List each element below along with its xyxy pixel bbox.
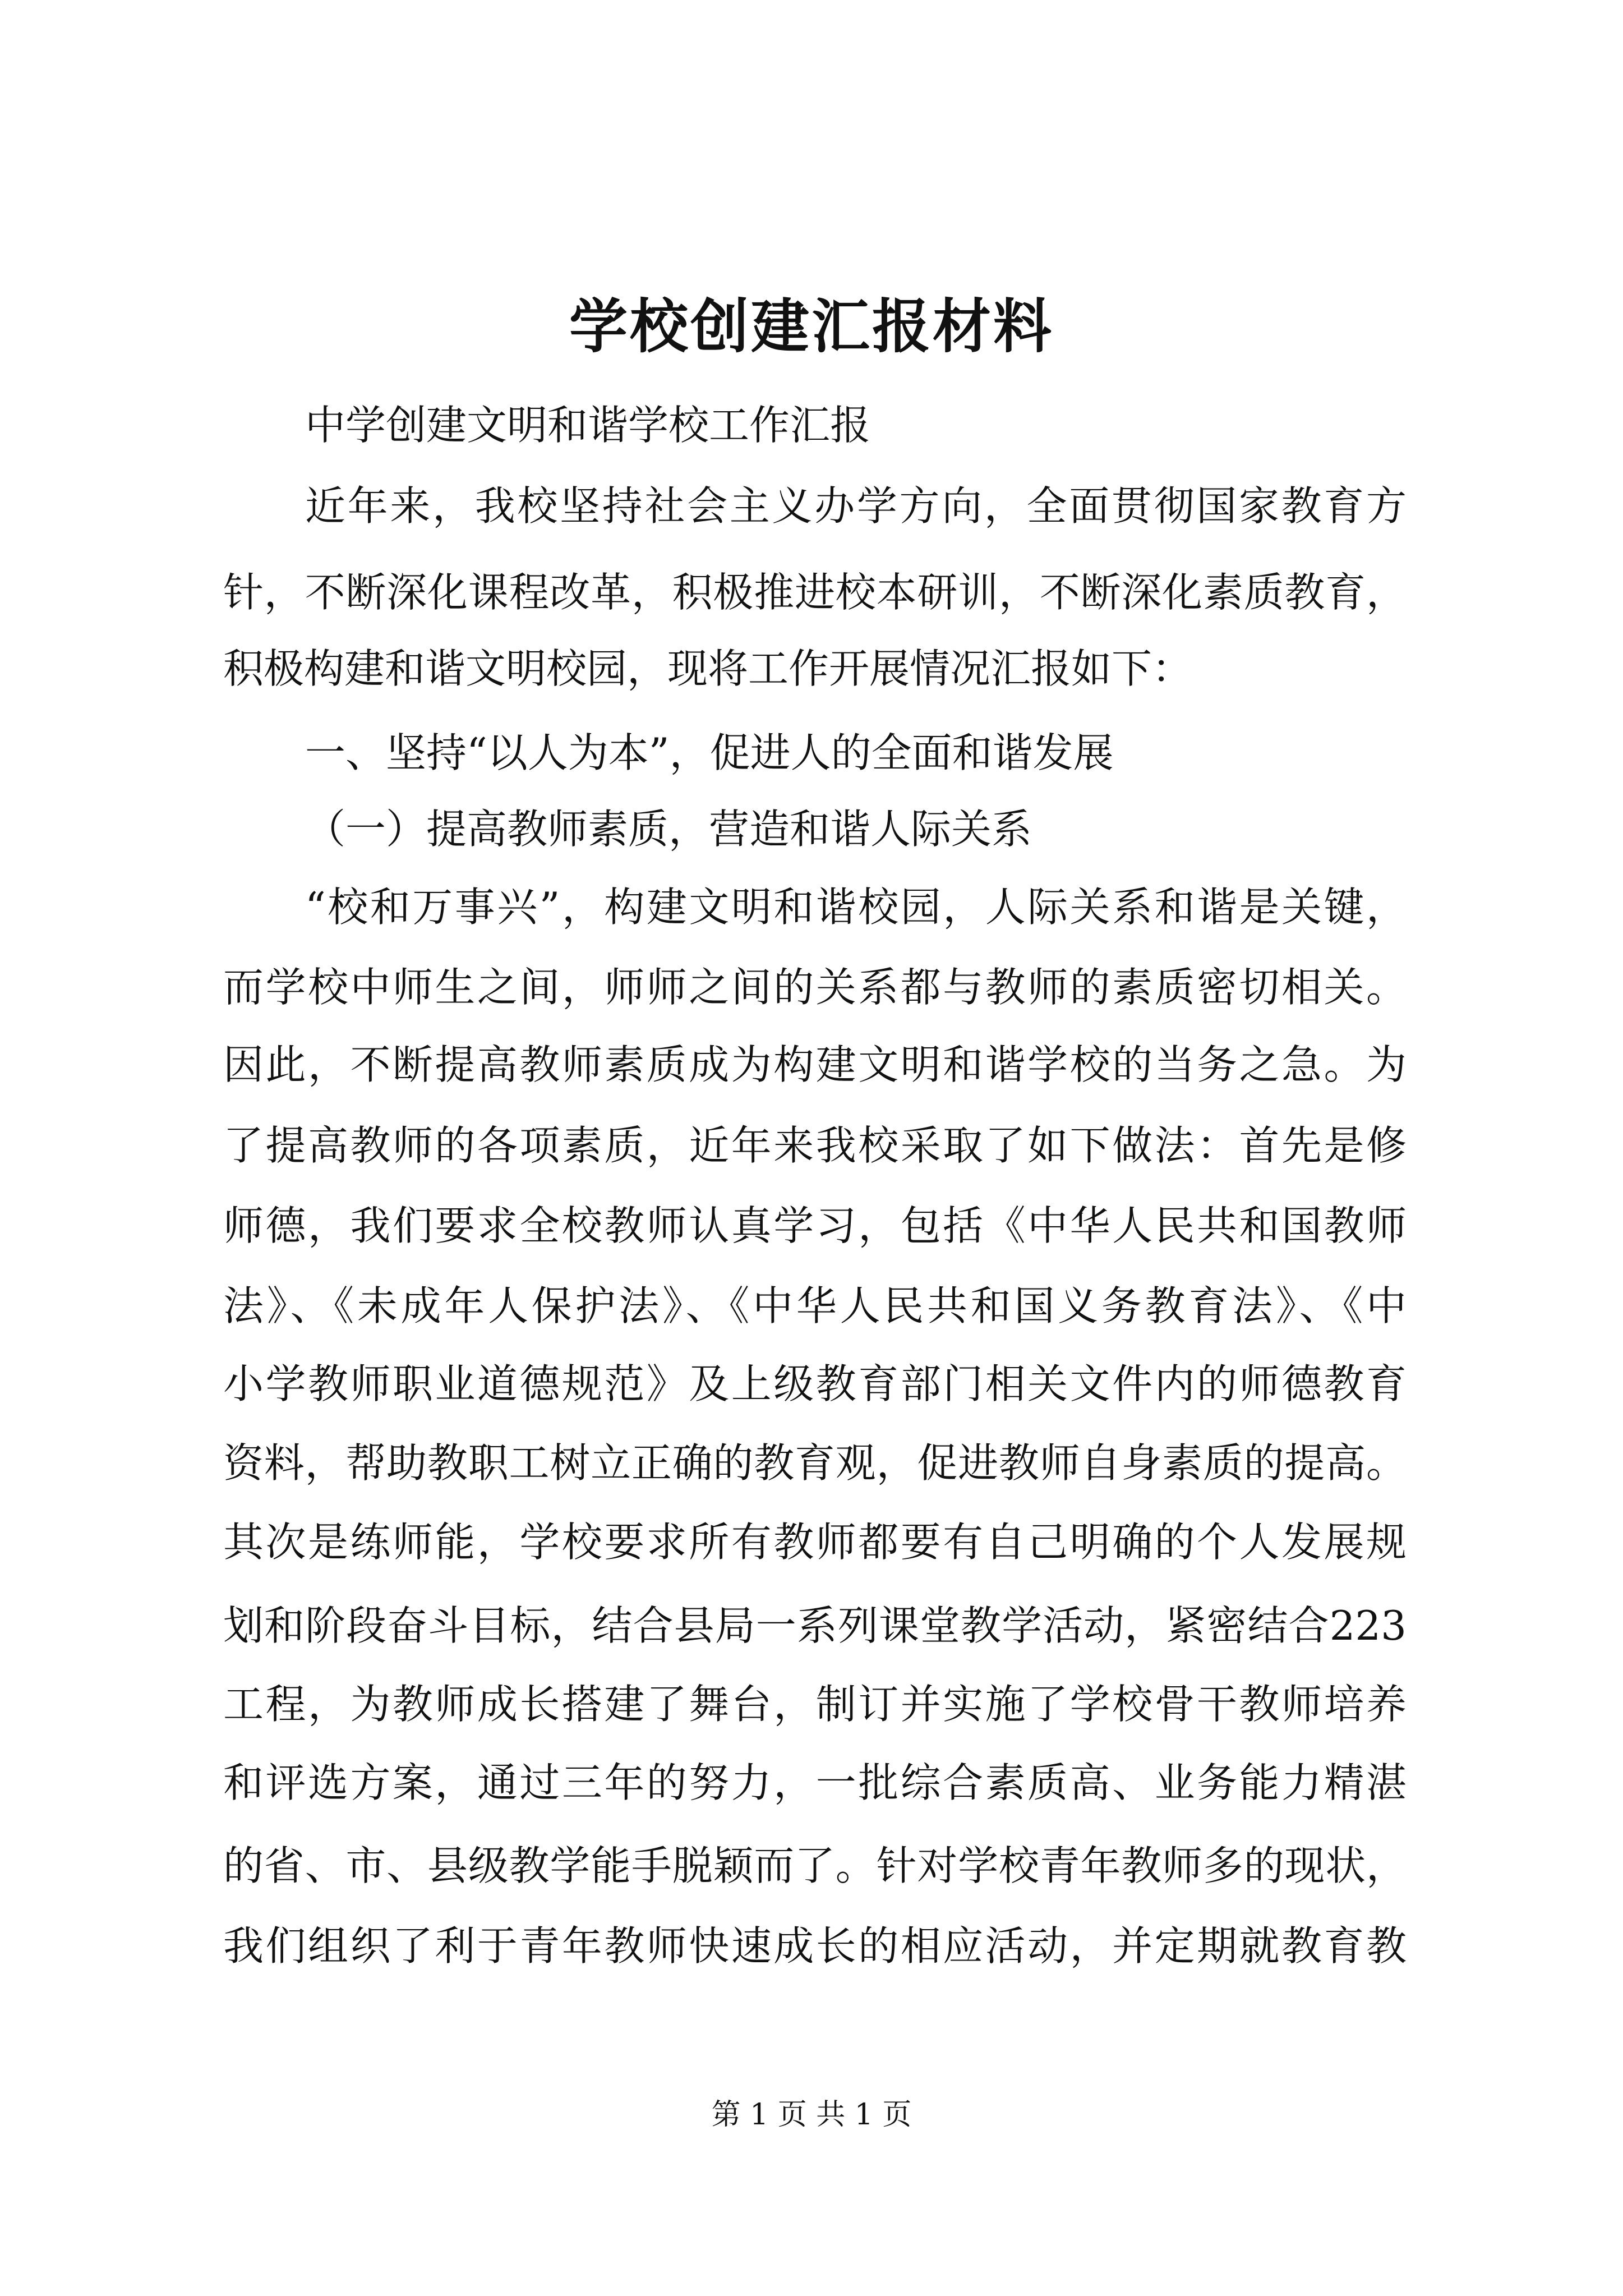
paragraph-line: 工程，为教师成长搭建了舞台，制订并实施了学校骨干教师培养 [223, 1681, 1407, 1728]
subtitle-line: 中学创建文明和谐学校工作汇报 [305, 402, 871, 449]
paragraph-line: 积极构建和谐文明校园，现将工作开展情况汇报如下： [223, 645, 1193, 692]
paragraph-line: 针，不断深化课程改革，积极推进校本研训，不断深化素质教育， [223, 569, 1407, 616]
section-heading: 一、坚持“以人为本”，促进人的全面和谐发展 [305, 729, 1114, 776]
paragraph-line: 其次是练师能，学校要求所有教师都要有自己明确的个人发展规 [223, 1519, 1407, 1566]
document-title: 学校创建汇报材料 [569, 292, 1054, 361]
paragraph-line: 的省、市、县级教学能手脱颖而了。针对学校青年教师多的现状， [223, 1842, 1407, 1889]
paragraph-line: 和评选方案，通过三年的努力，一批综合素质高、业务能力精湛 [223, 1759, 1407, 1806]
paragraph-line: 我们组织了利于青年教师快速成长的相应活动，并定期就教育教 [223, 1922, 1407, 1970]
paragraph-line: 划和阶段奋斗目标，结合县局一系列课堂教学活动，紧密结合223 [223, 1602, 1407, 1649]
paragraph-line: 了提高教师的各项素质，近年来我校采取了如下做法：首先是修 [223, 1122, 1407, 1169]
paragraph-line: 近年来，我校坚持社会主义办学方向，全面贯彻国家教育方 [305, 482, 1407, 530]
paragraph-line: 法》、《未成年人保护法》、《中华人民共和国义务教育法》、《中 [223, 1282, 1407, 1329]
subsection-heading: （一）提高教师素质，营造和谐人际关系 [305, 806, 1032, 853]
paragraph-line: 因此，不断提高教师素质成为构建文明和谐学校的当务之急。为 [223, 1041, 1407, 1088]
paragraph-line: 小学教师职业道德规范》及上级教育部门相关文件内的师德教育 [223, 1360, 1407, 1407]
page-footer: 第 1 页 共 1 页 [711, 2098, 912, 2132]
paragraph-line: 师德，我们要求全校教师认真学习，包括《中华人民共和国教师 [223, 1202, 1407, 1249]
paragraph-line: 而学校中师生之间，师师之间的关系都与教师的素质密切相关。 [223, 964, 1407, 1011]
paragraph-line: 资料，帮助教职工树立正确的教育观，促进教师自身素质的提高。 [223, 1439, 1407, 1487]
paragraph-line: “校和万事兴”，构建文明和谐校园，人际关系和谐是关键， [305, 884, 1407, 931]
